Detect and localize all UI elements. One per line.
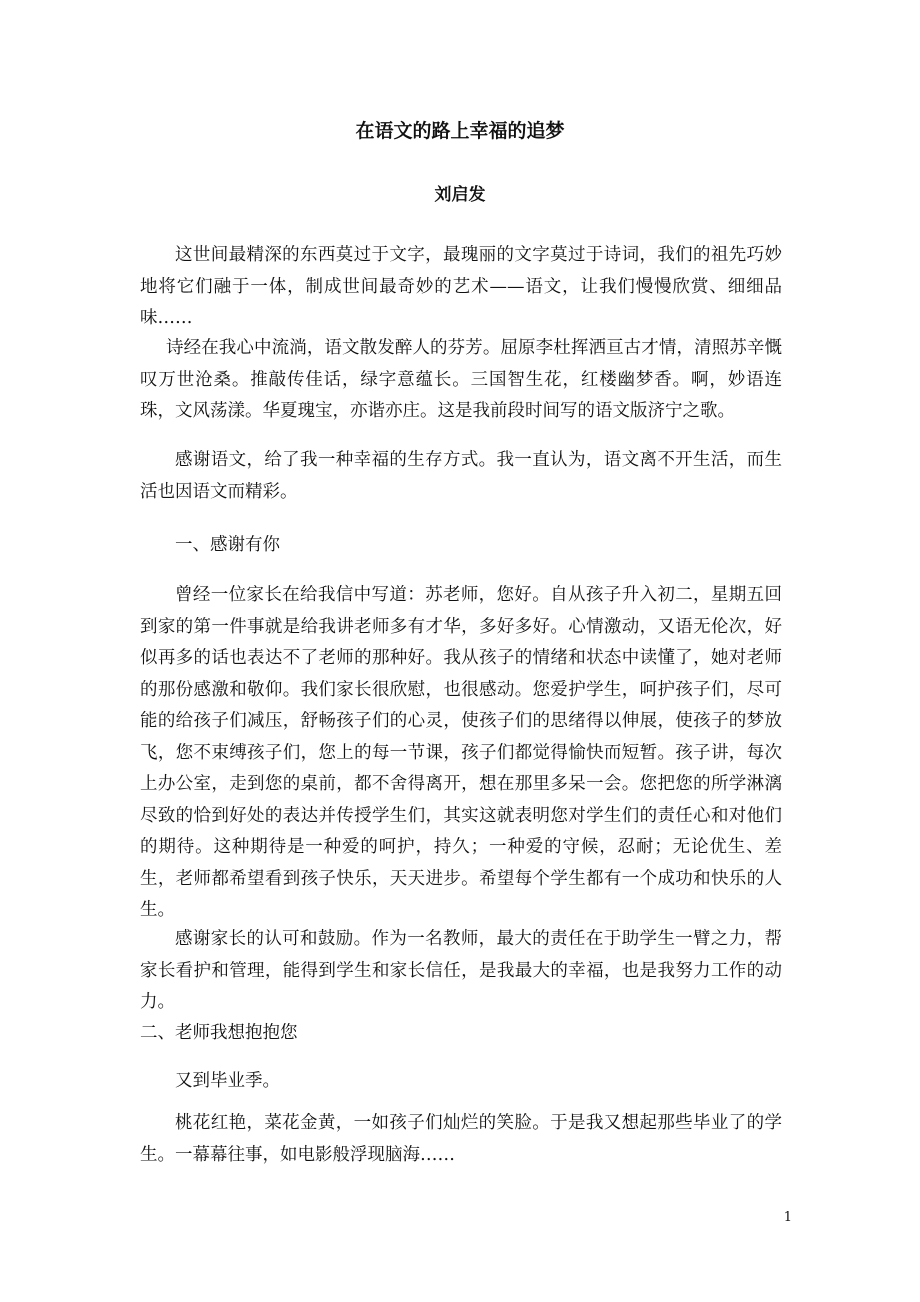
author-name: 刘启发: [434, 185, 486, 205]
paragraph-gratitude: 感谢家长的认可和鼓励。作为一名教师，最大的责任在于助学生一臂之力，帮家长看护和管理，能得到学生和家长信任，是我最大的幸福，也是我努力工作的动力。: [140, 929, 782, 1012]
section-heading-2: 二、老师我想抱抱您: [140, 1023, 298, 1043]
section-heading-1: 一、感谢有你: [175, 535, 280, 555]
paragraph-thanks: 感谢语文，给了我一种幸福的生存方式。我一直认为，语文离不开生活，而生活也因语文而精彩。: [140, 450, 782, 502]
page-number: 1: [783, 1210, 792, 1225]
document-title: 在语文的路上幸福的追梦: [355, 120, 565, 142]
paragraph-poem: 诗经在我心中流淌，语文散发醉人的芬芳。屈原李杜挥洒亘古才情，清照苏辛慨叹万世沧桑。推敲传佳话，绿字意蕴长。三国智生花，红楼幽梦香。啊，妙语连珠，文风荡漾。华夏瑰宝，亦谐亦庄。这是我前段时间写的语文版济宁之歌。: [140, 338, 782, 421]
paragraph-parent-letter: 曾经一位家长在给我信中写道：苏老师，您好。自从孩子升入初二，星期五回到家的第一件事就是给我讲老师多有才华，多好多好。心情激动，又语无伦次，好似再多的话也表达不了老师的那种好。我从孩子的情绪和状态中读懂了，她对老师的那份感激和敬仰。我们家长很欣慰，也很感动。您爱护学生，呵护孩子们，尽可能的给孩子们减压，舒畅孩子们的心灵，使孩子们的思绪得以伸展，使孩子的梦放飞，您不束缚孩子们，您上的每一节课，孩子们都觉得愉快而短暂。孩子讲，每次上办公室，走到您的桌前，都不舍得离开，想在那里多呆一会。您把您的所学淋漓尽致的恰到好处的表达并传授学生们，其实这就表明您对学生们的责任心和对他们的期待。这种期待是一种爱的呵护，持久；一种爱的守候，忍耐；无论优生、差生，老师都希望看到孩子快乐，天天进步。希望每个学生都有一个成功和快乐的人生。: [140, 585, 782, 920]
paragraph-intro: 这世间最精深的东西莫过于文字，最瑰丽的文字莫过于诗词，我们的祖先巧妙地将它们融于一体，制成世间最奇妙的艺术——语文，让我们慢慢欣赏、细细品味……: [140, 245, 782, 328]
paragraph-memories: 桃花红艳，菜花金黄，一如孩子们灿烂的笑脸。于是我又想起那些毕业了的学生。一幕幕往事，如电影般浮现脑海……: [140, 1113, 782, 1165]
paragraph-graduation: 又到毕业季。: [175, 1071, 280, 1091]
